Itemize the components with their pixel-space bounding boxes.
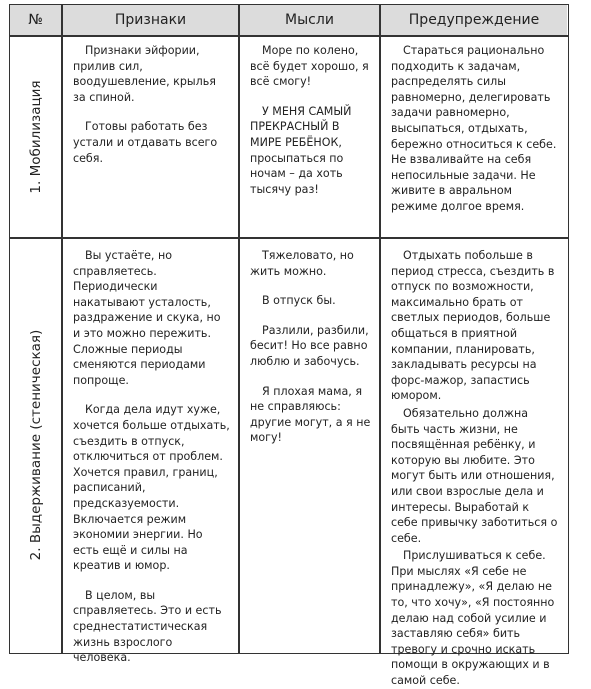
header-signs: Признаки [63,5,238,35]
cell-warning-row2 [381,248,567,689]
row-label-endurance [10,239,61,651]
header-number: № [10,5,61,35]
paragraph: Вы устаёте, но справляетесь. Периодически накатывают усталость, раздражение и скука, но и это можно пережить. Сложные периоды сменяются периодами попроще. [73,249,221,387]
row-divider [10,35,568,37]
cell-signs-row1 [63,43,238,166]
paragraph: Море по колено, всё будет хорошо, я всё смогу! [250,44,369,89]
header-warning: Предупреждение [381,5,567,35]
paragraph: Когда дела идут хуже, хочется больше отдыхать, съездить в отпуск, отключиться от проблем. Хочется правил, границ, расписаний, предсказуемости. Включается режим экономии энергии. Но есть ещё и силы на креатив и юмор. [73,403,230,573]
paragraph: Обязательно должна быть часть жизни, не посвящённая ребёнку, и которую вы любите. Это могут быть или отношения, или свои взрослые дела и интересы. Выработай к себе привычку заботиться о себе. [391,406,558,545]
paragraph: Признаки эйфории, прилив сил, воодушевление, крылья за спиной. [73,44,216,104]
cell-warning-row1 [381,43,567,215]
comparison-table [9,4,569,688]
header-thoughts: Мысли [240,5,379,35]
row-label-text: 2. Выдерживание (стеническая) [27,329,44,561]
paragraph: Тяжеловато, но жить можно. [250,249,354,278]
paragraph: Стараться рационально подходить к задачам, распределять силы равномерно, делегировать задачи равномерно, высыпаться, отдыхать, бережно относиться к себе. Не взваливайте на себя непосильные задачи. Не живите в авральном режиме долгое время. [391,44,557,213]
paragraph: Прислушиваться к себе. При мыслях «Я себе не принадлежу», «Я делаю не то, что хочу», «Я постоянно делаю над собой усилие и заставляю себя» бить тревогу и срочно искать помощи в окружающих и в самой себе. [391,549,555,688]
cell-signs-row2 [63,248,238,666]
paragraph: В отпуск бы. [262,294,336,308]
paragraph: Разлили, разбили, бесит! Но все равно люблю и забочусь. [250,323,369,368]
row-label-mobilization [10,37,61,237]
paragraph: Я плохая мама, я не справляюсь: другие могут, а я не могу! [250,384,371,445]
paragraph: Отдыхать побольше в период стресса, съездить в отпуск по возможности, максимально брать от светлых периодов, больше общаться в приятной компании, планировать, закладывать ресурсы на форс-мажор, запастись юмором. [391,249,555,403]
row-divider [10,237,568,239]
paragraph: У МЕНЯ САМЫЙ ПРЕКРАСНЫЙ В МИРЕ РЕБЁНОК, просыпаться по ночам – да хоть тысячу раз! [250,104,352,196]
cell-thoughts-row2 [240,248,379,446]
paragraph: Готовы работать без устали и отдавать всего себя. [73,120,218,165]
paragraph: В целом, вы справляетесь. Это и есть среднестатистическая жизнь взрослого человека. [73,588,222,665]
row-label-text: 1. Мобилизация [27,80,44,194]
cell-thoughts-row1 [240,43,379,197]
